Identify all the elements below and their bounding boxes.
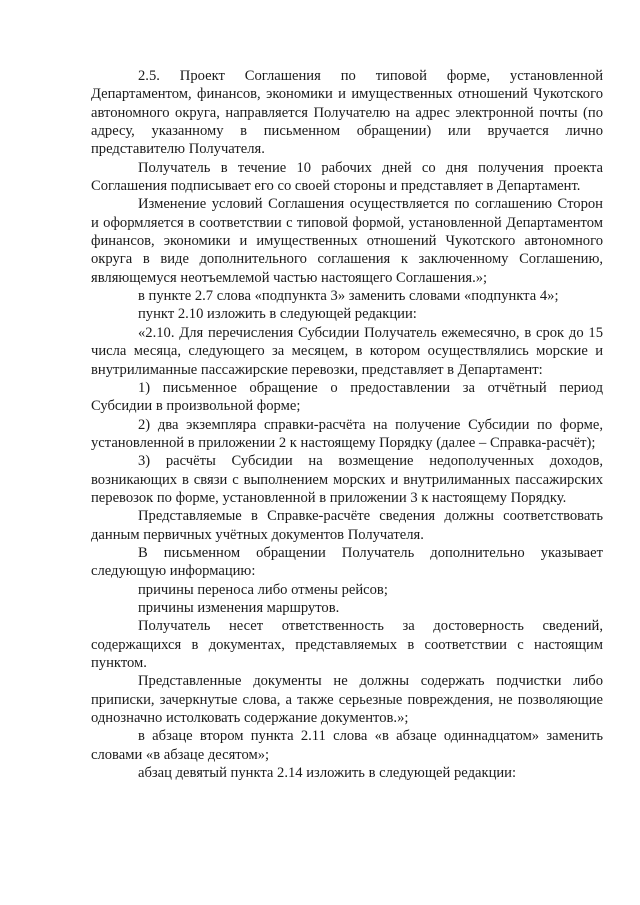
paragraph-data-consistency: Представляемые в Справке-расчёте сведения должны соответствовать данным первичных учётных документов Получателя. (91, 508, 603, 543)
paragraph-document-requirements: Представленные документы не должны содержать подчистки либо приписки, зачеркнутые слова, а также серьезные повреждения, не позволяющие однозначно истолковать содержание документов.»; (91, 673, 603, 727)
paragraph-responsibility: Получатель несет ответственность за достоверность сведений, содержащихся в документах, представляемых в соответствии с настоящим пунктом. (91, 618, 603, 671)
paragraph-amendment-2-11: в абзаце втором пункта 2.11 слова «в абзаце одиннадцатом» заменить словами «в абзаце десятом»; (91, 728, 603, 763)
paragraph-amendment-2-14: абзац девятый пункта 2.14 изложить в следующей редакции: (138, 765, 517, 782)
document-page (91, 67, 603, 782)
info-item-cancellations: причины переноса либо отмены рейсов; (138, 581, 388, 598)
paragraph-amendment-2-10-intro: пункт 2.10 изложить в следующей редакции: (138, 306, 417, 323)
paragraph-additional-info: В письменном обращении Получатель дополнительно указывает следующую информацию: (91, 544, 603, 580)
list-item-1: 1) письменное обращение о предоставлении за отчётный период Субсидии в произвольной форме; (91, 379, 603, 415)
paragraph-2-5: 2.5. Проект Соглашения по типовой форме, установленной Департаментом, финансов, экономики и имущественных отношений Чукотского автономного округа, направляется Получателю на адрес электронной почты (по адресу, указанному в письменном обращении) или вручается лично представителю Получателя. (91, 68, 603, 158)
paragraph-amendment-2-7: в пункте 2.7 слова «подпункта 3» заменить словами «подпункта 4»; (138, 288, 559, 305)
list-item-2: 2) два экземпляра справки-расчёта на получение Субсидии по форме, установленной в приложении 2 к настоящему Порядку (далее – Справка-расчёт); (91, 416, 603, 451)
info-item-route-changes: причины изменения маршрутов. (138, 599, 340, 616)
paragraph-signing-term: Получатель в течение 10 рабочих дней со дня получения проекта Соглашения подписывает его со своей стороны и представляет в Департамент. (91, 159, 603, 195)
list-item-3: 3) расчёты Субсидии на возмещение недополученных доходов, возникающих в связи с выполнением морских и внутрилиманных пассажирских перевозок по форме, установленной в приложении 3 к настоящему Порядку. (91, 453, 603, 506)
paragraph-2-10: «2.10. Для перечисления Субсидии Получатель ежемесячно, в срок до 15 числа месяца, следующего за месяцем, в котором осуществлялись морские и внутрилиманные пассажирские перевозки, представляет в Департамент: (91, 324, 603, 378)
paragraph-agreement-changes: Изменение условий Соглашения осуществляется по соглашению Сторон и оформляется в соответствии с типовой формой, установленной Департаментом финансов, экономики и имущественных отношений Чукотского автономного округа в виде дополнительного соглашения к заключенному Соглашению, являющемуся неотъемлемой частью настоящего Соглашения.»; (91, 196, 603, 286)
